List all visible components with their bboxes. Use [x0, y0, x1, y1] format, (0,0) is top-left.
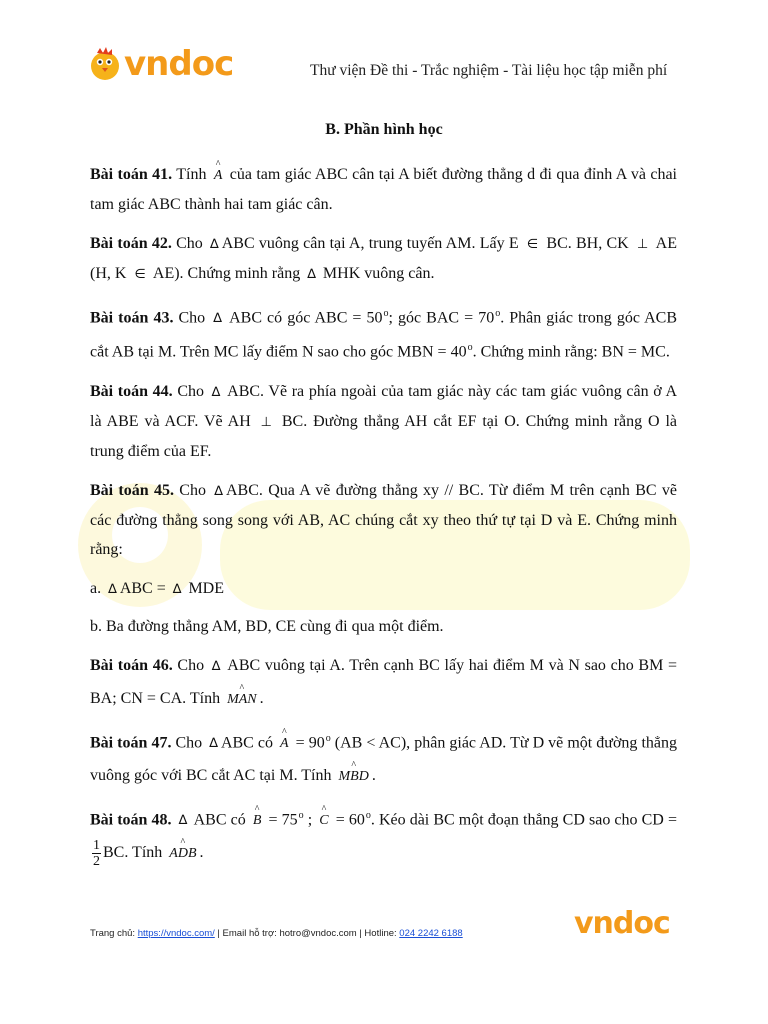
problem-label: Bài toán 41. — [90, 166, 173, 183]
problem-47: Bài toán 47. Cho ∆ ABC có ^ $A = 90^o$ (AB < AC), phân giác AD. Từ D vẽ một đường thẳng vuông góc với BC cắt AC tại M. Tính ^ MBD . — [90, 724, 677, 791]
chick-mascot-icon — [88, 46, 122, 82]
footer-hotline-link[interactable]: 024 2242 6188 — [399, 928, 463, 939]
triangle-symbol: ∆ — [108, 581, 117, 597]
angle-symbol: ^ ADB — [169, 837, 197, 862]
angle-symbol: ^ C — [319, 804, 329, 829]
degree-symbol: o — [467, 342, 473, 354]
problem-42: Bài toán 42. Cho ∆ ABC vuông cân tại A, trung tuyến AM. Lấy E ∈ BC. BH, CK ⊥ AE (H, K ∈ AE). Chứng minh rằng ∆ MHK vuông cân. — [90, 235, 677, 282]
triangle-symbol: ∆ — [172, 581, 182, 597]
triangle-symbol: ∆ — [210, 237, 219, 252]
problem-43: Bài toán 43. Cho ∆ ABC có góc ABC = $50^o$; góc BAC = $70^o$. Phân giác trong góc ACB cắt AB tại M. Trên MC lấy điểm N sao cho góc MBN = $40^o$. Chứng minh rằng: BN = MC. — [90, 308, 678, 361]
angle-symbol: ^ MBD — [338, 759, 369, 784]
footer-logo[interactable]: vndoc — [574, 906, 670, 941]
problem-label: Bài toán 47. — [90, 733, 172, 751]
footer-email-info: | Email hỗ trợ: hotro@vndoc.com | Hotline: — [214, 928, 400, 939]
degree-symbol: o — [495, 308, 501, 319]
problem-48: Bài toán 48. ∆ ABC có ^ $B = 75^o$ ; ^ $C = 60^o$. Kéo dài BC một đoạn thẳng CD sao cho CD = $\frac{1}{2}$ BC. Tính ^ ADB . — [90, 804, 677, 870]
problem-label: Bài toán 42. — [90, 235, 172, 252]
triangle-symbol: ∆ — [307, 267, 316, 282]
problem-label: Bài toán 44. — [90, 382, 173, 400]
problem-label: Bài toán 46. — [90, 656, 173, 674]
fraction-one-half: $\frac{1}{2}$ — [93, 838, 100, 870]
section-title: B. Phần hình học — [325, 121, 443, 138]
angle-symbol: ^ A — [280, 726, 289, 751]
problem-45: Bài toán 45. Cho ∆ ABC. Qua A vẽ đường thẳng xy // BC. Từ điểm M trên cạnh BC vẽ các đường thẳng song song với AB, AC chúng cắt xy theo thứ tự tại D và E. Chứng minh rằng: — [90, 481, 678, 558]
degree-symbol: o — [365, 809, 371, 821]
element-of-symbol: ∈ — [134, 267, 146, 282]
triangle-symbol: ∆ — [213, 311, 222, 327]
perpendicular-symbol: ⊥ — [636, 237, 649, 252]
angle-symbol: ^ B — [252, 804, 262, 829]
problem-label: Bài toán 45. — [90, 481, 174, 499]
degree-symbol: o — [325, 732, 331, 744]
footer-home-label: Trang chủ: — [90, 928, 138, 939]
problem-label: Bài toán 43. — [90, 309, 174, 327]
perpendicular-symbol: ⊥ — [260, 414, 272, 430]
triangle-symbol: ∆ — [178, 813, 188, 829]
page-footer — [90, 928, 463, 939]
footer-home-link[interactable]: https://vndoc.com/ — [137, 928, 215, 939]
triangle-symbol: ∆ — [209, 735, 218, 751]
triangle-symbol: ∆ — [211, 384, 221, 400]
problem-45-part-b: b. Ba đường thẳng AM, BD, CE cùng đi qua một điểm. — [90, 617, 444, 635]
problem-list — [90, 157, 677, 879]
vndoc-logo[interactable] — [88, 44, 233, 84]
triangle-symbol: ∆ — [211, 658, 221, 674]
degree-symbol: o — [383, 308, 389, 319]
page-header — [0, 0, 768, 105]
element-of-symbol: ∈ — [526, 237, 539, 252]
problem-45-part-a: a. ∆ ABC = ∆ MDE — [90, 579, 224, 597]
header-tagline: Thư viện Đề thi - Trắc nghiệm - Tài liệu học tập miễn phí — [310, 62, 668, 79]
problem-44: Bài toán 44. Cho ∆ ABC. Vẽ ra phía ngoài của tam giác này các tam giác vuông cân ở A là ABE và ACF. Vẽ AH ⊥ BC. Đường thẳng AH cắt EF tại O. Chứng minh rằng O là trung điểm của EF. — [90, 382, 678, 460]
problem-46: Bài toán 46. Cho ∆ ABC vuông tại A. Trên cạnh BC lấy hai điểm M và N sao cho BM = BA; CN = CA. Tính ^ MAN . — [90, 651, 677, 714]
angle-symbol: ^ A — [213, 159, 223, 183]
problem-label: Bài toán 48. — [90, 811, 172, 829]
problem-41: Bài toán 41. Tính ^ A của tam giác ABC cân tại A biết đường thẳng d đi qua đỉnh A và chai tam giác ABC thành hai tam giác cân. — [90, 159, 678, 213]
logo-text: vndoc — [124, 44, 234, 84]
angle-symbol: ^ MAN — [227, 682, 257, 707]
triangle-symbol: ∆ — [214, 483, 223, 499]
degree-symbol: o — [298, 809, 304, 821]
